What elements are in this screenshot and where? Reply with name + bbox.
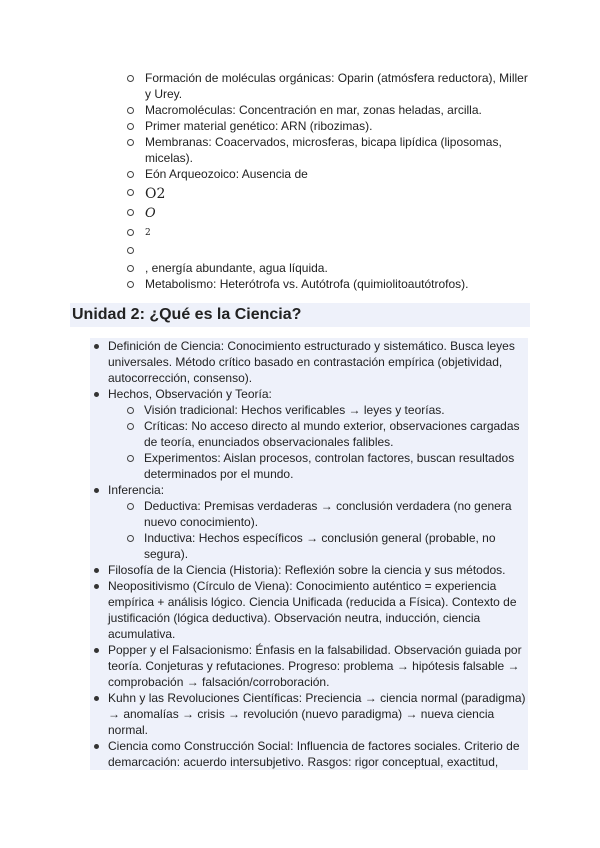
math-o-italic: O: [145, 206, 156, 221]
list-item-filosofia: [90, 562, 528, 578]
origin-of-life-sublist: [0, 70, 600, 292]
item-text: Experimentos: Aislan procesos, controlan factores, buscan resultados determinados por el mundo.: [144, 451, 515, 481]
sublist-item: [126, 418, 526, 450]
item-text: Hechos, Observación y Teoría:: [108, 387, 272, 401]
inferencia-sublist: [126, 498, 526, 562]
item-text: Popper y el Falsacionismo: Énfasis en la falsabilidad. Observación guiada por teoría. Conjeturas y refutaciones. Progreso: problema → hipótesis falsable → comprobación → falsación/corroboración.: [108, 643, 522, 689]
list-item: [0, 134, 600, 166]
item-text: Inferencia:: [108, 483, 165, 497]
hechos-sublist: [126, 402, 526, 482]
sublist-item: [126, 530, 526, 562]
item-text: Ciencia como Construcción Social: Influencia de factores sociales. Criterio de demarcación: acuerdo intersubjetivo. Rasgos: rigor conceptual, exactitud,: [108, 739, 520, 769]
list-item-empty: [0, 242, 600, 260]
list-item-definicion: [90, 338, 528, 386]
list-item-construccion-social: [90, 738, 528, 770]
item-text: Críticas: No acceso directo al mundo exterior, observaciones cargadas de teoría, enunciados observacionales falibles.: [144, 419, 520, 449]
item-text: Metabolismo: Heterótrofa vs. Autótrofa (quimiolitoautótrofos).: [145, 277, 469, 291]
item-text: Definición de Ciencia: Conocimiento estructurado y sistemático. Busca leyes universales. Método crítico basado en contrastación empírica (objetividad, autocorrección, consenso).: [108, 339, 515, 385]
list-item: [0, 166, 600, 182]
math-o2: O2: [145, 186, 166, 202]
item-text: Membranas: Coacervados, microsferas, bicapa lipídica (liposomas, micelas).: [145, 135, 502, 165]
list-item-kuhn: [90, 690, 528, 738]
item-text: Kuhn y las Revoluciones Científicas: Preciencia → ciencia normal (paradigma) → anomalías → crisis → revolución (nuevo paradigma) → nueva ciencia normal.: [108, 691, 526, 737]
sublist-item: [126, 450, 526, 482]
item-text: Visión tradicional: Hechos verificables → leyes y teorías.: [144, 403, 445, 417]
unit-2-list: [90, 338, 528, 770]
list-item-math: [0, 184, 600, 204]
item-text: Deductiva: Premisas verdaderas → conclusión verdadera (no genera nuevo conocimiento).: [144, 499, 512, 529]
list-item: [0, 118, 600, 134]
item-text: Formación de moléculas orgánicas: Oparin (atmósfera reductora), Miller y Urey.: [145, 71, 528, 101]
list-item-math: [0, 224, 600, 242]
list-item-inferencia: [90, 482, 528, 562]
item-text: Filosofía de la Ciencia (Historia): Reflexión sobre la ciencia y sus métodos.: [108, 563, 506, 577]
list-item: [0, 70, 600, 102]
math-subscript-2: 2: [145, 228, 151, 238]
item-text: , energía abundante, agua líquida.: [145, 261, 328, 275]
item-text: Eón Arqueozoico: Ausencia de: [145, 167, 308, 181]
list-item-popper: [90, 642, 528, 690]
list-item: [0, 276, 600, 292]
item-text: Macromoléculas: Concentración en mar, zonas heladas, arcilla.: [145, 103, 482, 117]
list-item: [0, 260, 600, 276]
list-item-hechos: [90, 386, 528, 482]
sublist-item: [126, 498, 526, 530]
list-item: [0, 102, 600, 118]
item-text: Inductiva: Hechos específicos → conclusión general (probable, no segura).: [144, 531, 496, 561]
list-item-neopositivismo: [90, 578, 528, 642]
sublist-item: [126, 402, 526, 418]
list-item-math: [0, 204, 600, 224]
unit-2-heading: Unidad 2: ¿Qué es la Ciencia?: [70, 303, 530, 327]
item-text: Primer material genético: ARN (ribozimas).: [145, 119, 373, 133]
item-text: Neopositivismo (Círculo de Viena): Conocimiento auténtico = experiencia empírica + análisis lógico. Ciencia Unificada (reducida a Física). Contexto de justificación (lógica deductiva). Observación neutra, inducción, ciencia acumulativa.: [108, 579, 517, 641]
